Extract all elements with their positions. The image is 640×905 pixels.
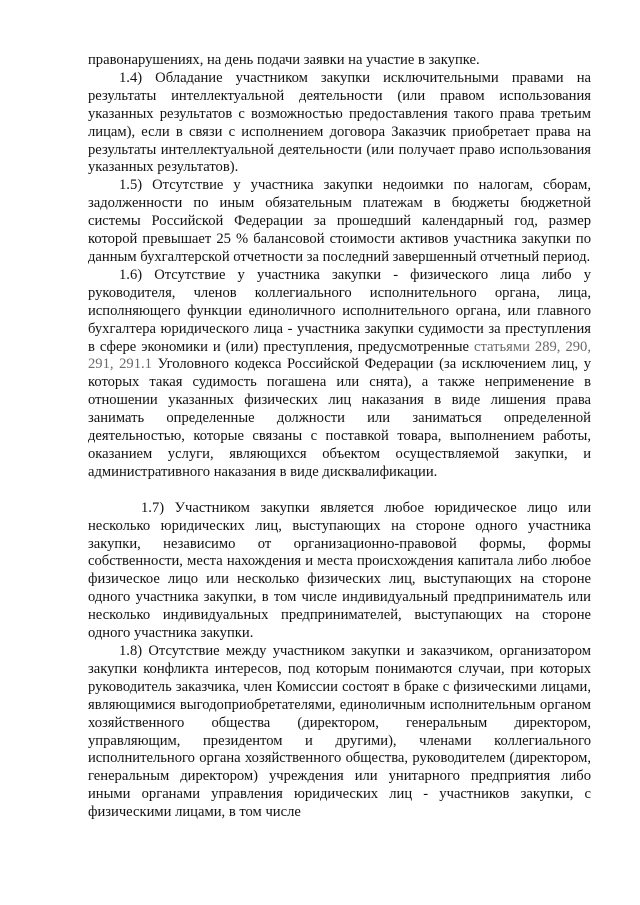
paragraph-1-6-text-before: 1.6) Отсутствие у участника закупки - физического лица либо у руководителя, членов коллегиального исполнительного органа, лица, исполняющего функции единоличного исполнительного органа, или главного бухгалтера юридического лица - участника закупки судимости за преступления в сфере экономики и (или) преступления, предусмотренные	[88, 266, 591, 355]
paragraph-1-7: 1.7) Участником закупки является любое юридическое лицо или несколько юридических лиц, выступающих на стороне одного участника закупки, независимо от организационно-правовой формы, формы собственности, места нахождения и места происхождения капитала либо любое физическое лицо или несколько физических лиц, выступающих на стороне одного участника закупки, в том числе индивидуальный предприниматель или несколько индивидуальных предпринимателей, выступающих на стороне одного участника закупки.	[88, 499, 591, 642]
paragraph-1-6-text-after: Уголовного кодекса Российской Федерации (за исключением лиц, у которых такая судимость погашена или снята), а также неприменение в отношении указанных физических лиц наказания в виде лишения права занимать определенные должности или заниматься определенной деятельностью, которые связаны с поставкой товара, выполнением работы, оказанием услуги, являющихся объектом осуществляемой закупки, и административного наказания в виде дисквалификации.	[88, 356, 591, 480]
document-page	[88, 52, 591, 822]
paragraph-continuation: правонарушениях, на день подачи заявки на участие в закупке.	[88, 52, 480, 68]
criminal-code-articles-link[interactable]: статьями 289, 290, 291, 291.1	[88, 338, 591, 373]
paragraph-spacer	[88, 482, 591, 500]
paragraph-1-8: 1.8) Отсутствие между участником закупки и заказчиком, организатором закупки конфликта интересов, под которым понимаются случаи, при которых руководитель заказчика, член Комиссии состоят в браке с физическими лицами, являющимися выгодоприобретателями, единоличным исполнительным органом хозяйственного общества (директором, генеральным директором, управляющим, президентом и другими), членами коллегиального исполнительного органа хозяйственного общества, руководителем (директором, генеральным директором) учреждения или унитарного предприятия либо иными органами управления юридических лиц - участников закупки, с физическими лицами, в том числе	[88, 643, 591, 821]
paragraph-1-6	[88, 267, 591, 482]
paragraph-1-5: 1.5) Отсутствие у участника закупки недоимки по налогам, сборам, задолженности по иным обязательным платежам в бюджеты бюджетной системы Российской Федерации за прошедший календарный год, размер которой превышает 25 % балансовой стоимости активов участника закупки по данным бухгалтерской отчетности за последний завершенный отчетный период.	[88, 177, 591, 265]
paragraph-1-4: 1.4) Обладание участником закупки исключительными правами на результаты интеллектуальной деятельности (или правом использования указанных результатов с возможностью предоставления такого права третьим лицам), если в связи с исполнением договора Заказчик приобретает права на результаты интеллектуальной деятельности (или получает право использования указанных результатов).	[88, 69, 591, 176]
